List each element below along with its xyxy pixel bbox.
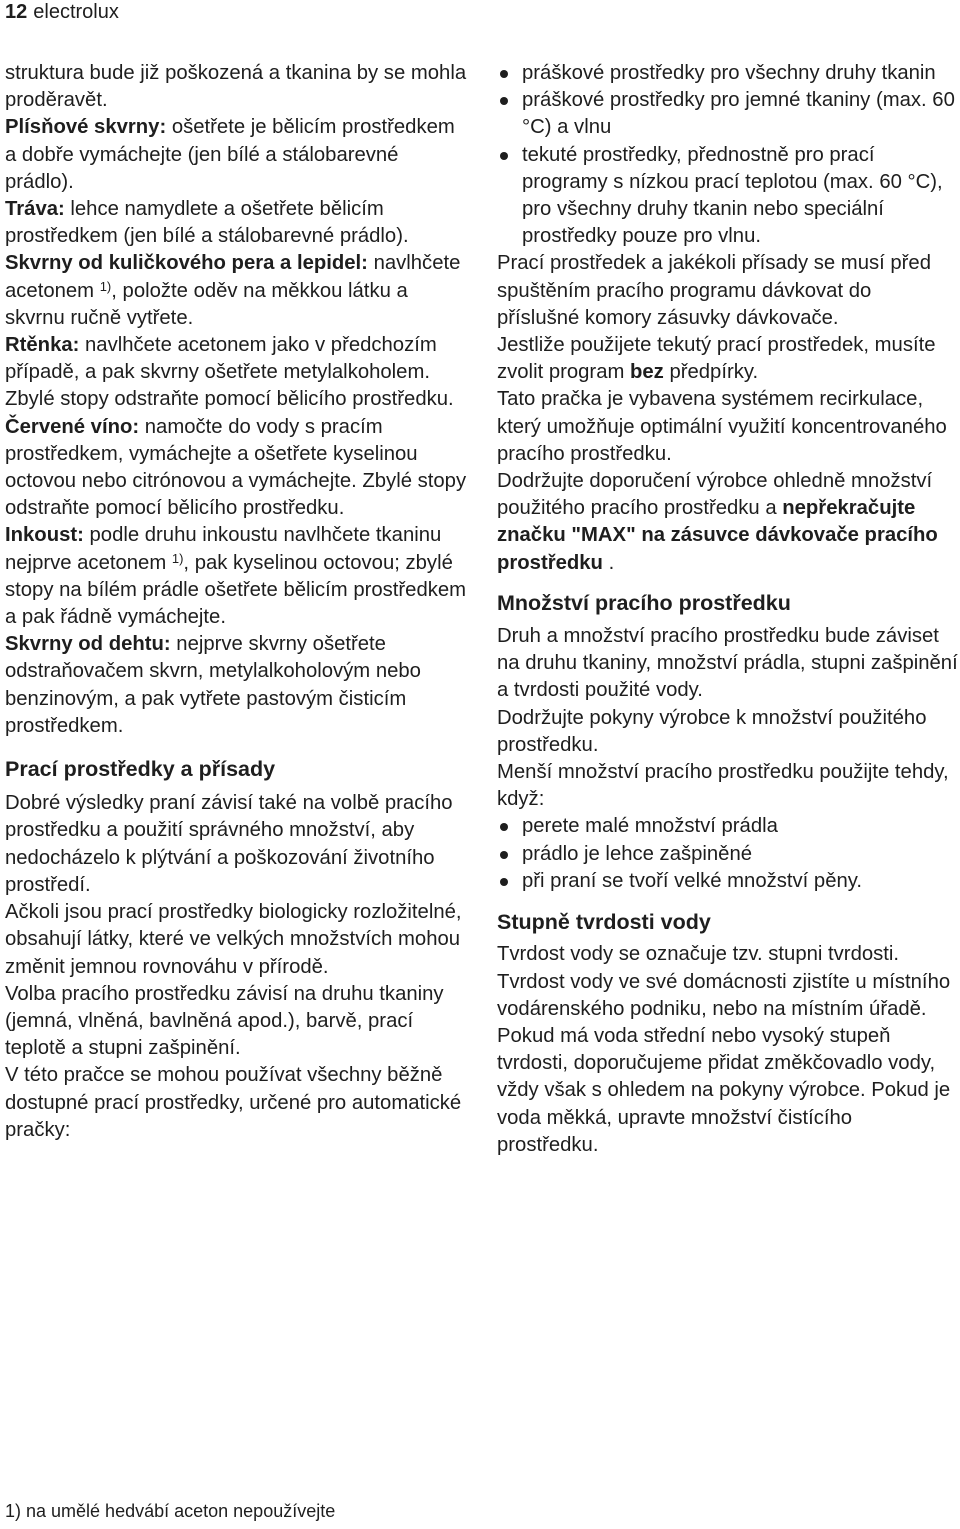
stain-mold: Plísňové skvrny: ošetřete je bělicím prostředkem a dobře vymáchejte (jen bílé a stálobarevné prádlo).	[5, 116, 455, 193]
amount-paragraph: Druh a množství pracího prostředku bude záviset na druhu tkaniny, množství prádla, stupni zašpinění a tvrdosti použité vody.	[497, 625, 958, 702]
liquid-detergent-paragraph: Jestliže použijete tekutý prací prostředek, musíte zvolit program bez předpírky.	[497, 334, 936, 384]
list-item: při praní se tvoří velké množství pěny.	[497, 868, 959, 895]
stain-grass: Tráva: lehce namydlete a ošetřete bělicím prostředkem (jen bílé a stálobarevné prádlo).	[5, 198, 409, 248]
intro-paragraph: struktura bude již poškozená a tkanina by se mohla proděravět.	[5, 62, 467, 112]
page-number: 12	[5, 1, 28, 23]
list-item: práškové prostředky pro jemné tkaniny (max. 60 °C) a vlnu	[497, 87, 959, 141]
max-warning-paragraph: Dodržujte doporučení výrobce ohledně množství použitého pracího prostředku a nepřekračujte značku "MAX" na zásuvce dávkovače pracího prostředku .	[497, 470, 938, 574]
emphasis-bez: bez	[630, 361, 664, 384]
list-item: práškové prostředky pro všechny druhy tkanin	[497, 60, 959, 87]
list-item: prádlo je lehce zašpiněné	[497, 841, 959, 868]
detergents-paragraph: V této pračce se mohou používat všechny běžně dostupné prací prostředky, určené pro automatické pračky:	[5, 1064, 462, 1141]
hardness-paragraph: Tvrdost vody ve své domácnosti zjistíte u místního vodárenského podniku, nebo na místním úřadě. Pokud má voda střední nebo vysoký stupeň tvrdosti, doporučujeme přidat změkčovadlo vody, vždy však s ohledem na pokyny výrobce. Pokud je voda měkká, upravte množství čistícího prostředku.	[497, 970, 951, 1156]
stain-label: Rtěnka:	[5, 334, 80, 357]
stain-label: Tráva:	[5, 198, 65, 221]
footnote-ref: 1)	[171, 550, 184, 566]
detergents-paragraph: Dobré výsledky praní závisí také na volbě pracího prostředku a použití správného množství, aby nedocházelo k plýtvání a poškozování životního prostředí.	[5, 792, 453, 896]
less-detergent-list	[497, 813, 959, 895]
footnote-ref: 1)	[99, 278, 112, 294]
stain-label: Inkoust:	[5, 524, 84, 547]
stain-label: Červené víno:	[5, 415, 140, 438]
amount-paragraph: Menší množství pracího prostředku použijte tehdy, když:	[497, 761, 949, 811]
max-warning-emphasis: nepřekračujte značku "MAX" na zásuvce dávkovače pracího prostředku	[497, 497, 938, 574]
recirculation-paragraph: Tato pračka je vybavena systémem recirkulace, který umožňuje optimální využití koncentrovaného pracího prostředku.	[497, 388, 947, 465]
amount-paragraph: Dodržujte pokyny výrobce k množství použitého prostředku.	[497, 706, 927, 756]
left-column	[5, 60, 467, 1144]
brand-name: electrolux	[33, 1, 119, 23]
hardness-paragraph: Tvrdost vody se označuje tzv. stupni tvrdosti.	[497, 943, 900, 966]
heading-amount: Množství pracího prostředku	[497, 590, 791, 615]
detergent-types-list	[497, 60, 959, 250]
footnote: 1) na umělé hedvábí aceton nepoužívejte	[5, 1501, 336, 1521]
right-column	[497, 60, 959, 1159]
stain-label: Plísňové skvrny:	[5, 116, 167, 139]
detergents-paragraph: Ačkoli jsou prací prostředky biologicky rozložitelné, obsahují látky, které ve velkých množstvích mohou změnit jemnou rovnováhu v přírodě.	[5, 901, 462, 978]
stain-tar: Skvrny od dehtu: nejprve skvrny ošetřete odstraňovačem skvrn, metylalkoholovým nebo benzinovým, a pak vytřete pastovým čisticím prostředkem.	[5, 633, 421, 737]
dispenser-paragraph: Prací prostředek a jakékoli přísady se musí před spuštěním pracího programu dávkovat do příslušné komory zásuvky dávkovače.	[497, 252, 931, 329]
list-item: perete malé množství prádla	[497, 813, 959, 840]
stain-lipstick: Rtěnka: navlhčete acetonem jako v předchozím případě, a pak skvrny ošetřete metylalkoholem. Zbylé stopy odstraňte pomocí bělicího prostředku.	[5, 334, 454, 411]
stain-label: Skvrny od kuličkového pera a lepidel:	[5, 252, 368, 275]
stain-label: Skvrny od dehtu:	[5, 633, 171, 656]
detergents-paragraph: Volba pracího prostředku závisí na druhu tkaniny (jemná, vlněná, bavlněná apod.), barvě, prací teplotě a stupni zašpinění.	[5, 982, 444, 1060]
stain-ballpen: Skvrny od kuličkového pera a lepidel: navlhčete acetonem $^{1)}$, položte oděv na měkkou látku a skvrnu ručně vytřete.	[5, 252, 461, 329]
heading-hardness: Stupně tvrdosti vody	[497, 910, 711, 935]
list-item: tekuté prostředky, přednostně pro prací programy s nízkou prací teplotou (max. 60 °C), pro všechny druhy tkanin nebo speciální prostředky pouze pro vlnu.	[497, 142, 959, 251]
heading-detergents: Prací prostředky a přísady	[5, 757, 276, 782]
stain-ink: Inkoust: podle druhu inkoustu navlhčete tkaninu nejprve acetonem $^{1)}$, pak kyselinou octovou; zbylé stopy na bílém prádle ošetřete bělicím prostředkem a pak řádně vymáchejte.	[5, 524, 467, 629]
stain-wine: Červené víno: namočte do vody s pracím prostředkem, vymáchejte a ošetřete kyselinou octovou nebo citrónovou a vymáchejte. Zbylé stopy odstraňte pomocí bělicího prostředku.	[5, 415, 467, 520]
page-header	[5, 0, 119, 24]
